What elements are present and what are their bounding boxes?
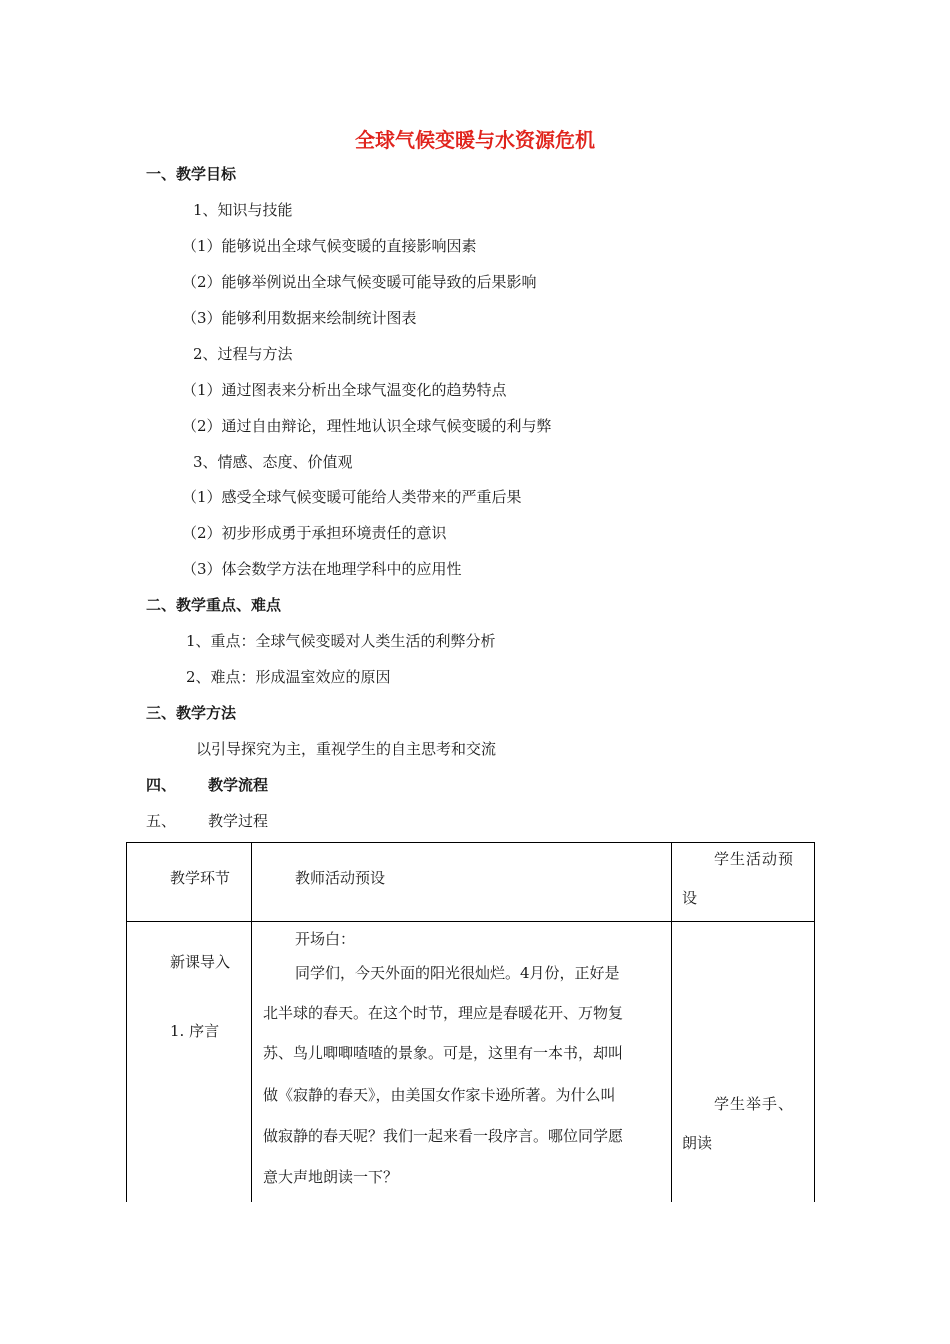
section-heading-objectives: 一、教学目标 [146,165,237,183]
section-heading-flow [146,775,268,795]
list-item: （3）能够利用数据来绘制统计图表 [182,309,417,327]
table-cell-teacher-line: 苏、鸟儿唧唧喳喳的景象。可是，这里有一本书，却叫 [263,1044,624,1062]
list-item: （1）通过图表来分析出全球气温变化的趋势特点 [182,381,507,399]
table-cell-stage: 1. 序言 [170,1022,220,1040]
list-item: （3）体会数学方法在地理学科中的应用性 [182,560,462,578]
table-border-top [126,842,815,843]
list-item: （2）能够举例说出全球气候变暖可能导致的后果影响 [182,273,537,291]
section-heading-methods: 三、教学方法 [146,704,237,722]
table-cell-stage: 新课导入 [170,953,231,971]
section-label: 教学流程 [208,776,269,794]
table-cell-student: 朗读 [682,1134,713,1152]
table-col-divider [671,842,672,1202]
list-item: （2）初步形成勇于承担环境责任的意识 [182,524,447,542]
list-item: （2）通过自由辩论，理性地认识全球气候变暖的利与弊 [182,417,552,435]
section-heading-keypoints: 二、教学重点、难点 [146,596,282,614]
list-item: 1、重点：全球气候变暖对人类生活的利弊分析 [186,632,496,650]
methods-text: 以引导探究为主，重视学生的自主思考和交流 [196,740,497,758]
table-cell-teacher-line: 意大声地朗读一下？ [263,1168,399,1186]
list-item: 2、难点：形成温室效应的原因 [186,668,391,686]
table-header-divider [126,921,815,922]
table-col-divider [251,842,252,1202]
table-cell-student: 学生举手、 [714,1095,795,1113]
section-label: 教学过程 [208,812,269,830]
subheading-process: 2、过程与方法 [193,345,293,363]
subheading-knowledge: 1、知识与技能 [193,201,293,219]
subheading-values: 3、情感、态度、价值观 [193,453,353,471]
list-item: （1）能够说出全球气候变暖的直接影响因素 [182,237,477,255]
table-cell-teacher-line: 做寂静的春天呢？我们一起来看一段序言。哪位同学愿 [263,1127,624,1145]
table-border-right [814,842,815,1202]
table-cell-teacher-line: 北半球的春天。在这个时节，理应是春暖花开、万物复 [263,1004,624,1022]
table-header-student: 学生活动预 [714,850,795,868]
table-cell-teacher-line: 同学们，今天外面的阳光很灿烂。4月份，正好是 [295,964,620,982]
page-title: 全球气候变暖与水资源危机 [355,128,595,152]
table-header-student-cont: 设 [682,889,698,907]
table-header-teacher: 教师活动预设 [295,869,386,887]
section-number: 五、 [146,812,177,830]
section-heading-process [146,811,268,831]
table-cell-teacher-line: 做《寂静的春天》，由美国女作家卡逊所著。为什么叫 [263,1086,616,1104]
table-header-stage: 教学环节 [170,869,231,887]
table-cell-teacher-line: 开场白： [295,930,356,948]
list-item: （1）感受全球气候变暖可能给人类带来的严重后果 [182,488,522,506]
section-number: 四、 [146,776,177,794]
table-border-left [126,842,127,1202]
